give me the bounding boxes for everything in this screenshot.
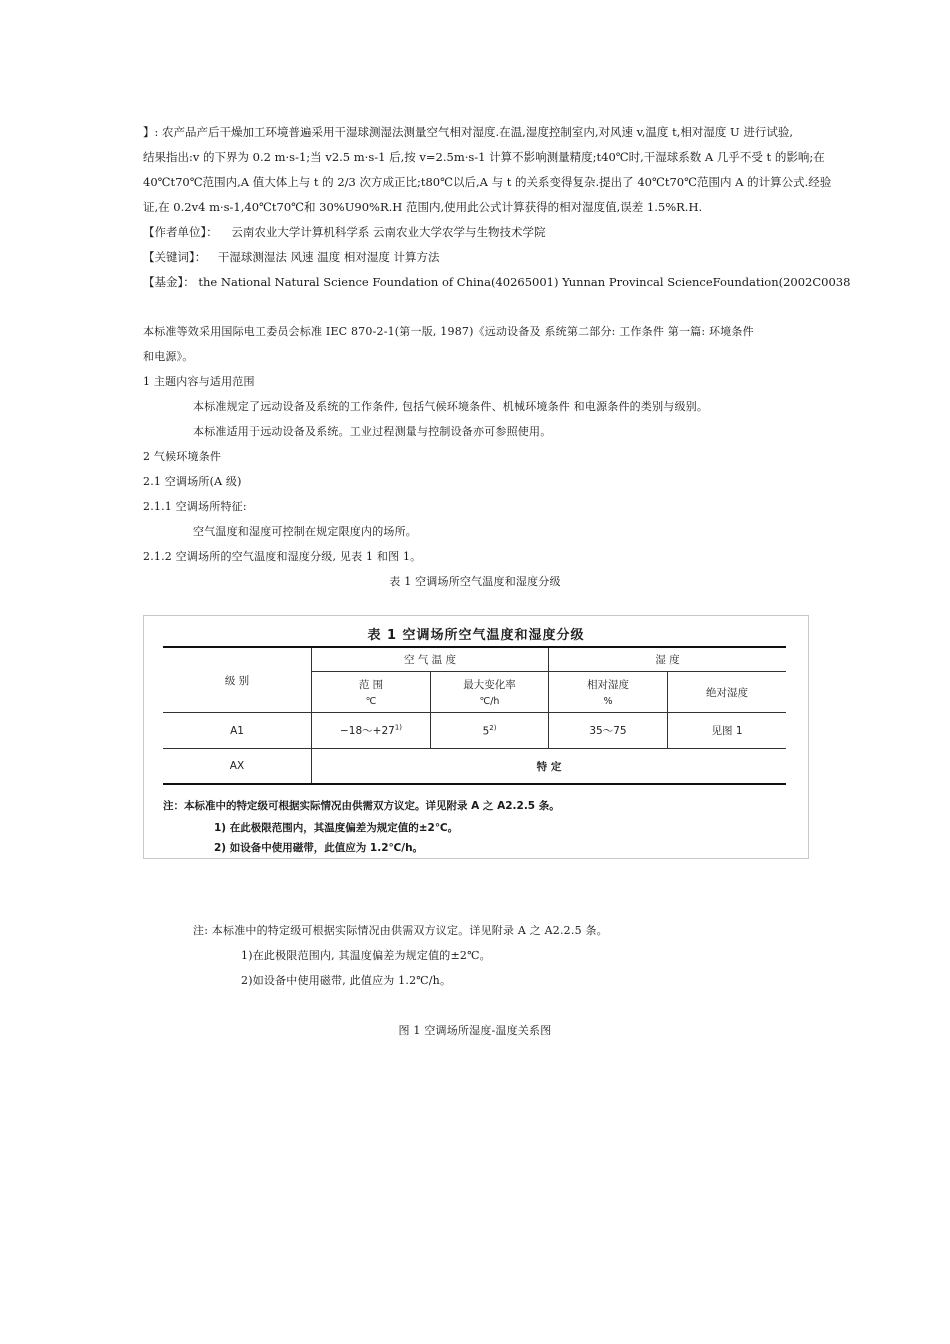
cell-rate-a1: 5$^{2)}$ xyxy=(431,713,549,749)
humidity-temperature-table xyxy=(163,646,786,785)
col-absolute-humidity: 绝对湿度 xyxy=(668,672,787,713)
standard-intro-line-1: 本标准等效采用国际电工委员会标准 IEC 870-2-1(第一版, 1987)《远动设备及 系统第二部分: 工作条件 第一篇: 环境条件 xyxy=(143,325,754,338)
cell-grade-ax: AX xyxy=(163,749,312,785)
section-1-paragraph-1: 本标准规定了远动设备及系统的工作条件, 包括气候环境条件、机械环境条件 和电源条件的类别与级别。 xyxy=(193,400,709,413)
table-image-note-1: 1) 在此极限范围内，其温度偏差为规定值的±2℃。 xyxy=(214,822,459,834)
table-image-title: 表 1 空调场所空气温度和湿度分级 xyxy=(367,628,585,643)
table-image-frame xyxy=(143,615,809,859)
col-relative-humidity: 相对湿度 % xyxy=(549,672,668,713)
abstract-line-3: 40℃t70℃范围内,A 值大体上与 t 的 2/3 次方成正比;t80℃以后,A 与 t 的关系变得复杂.提出了 40℃t70℃范围内 A 的计算公式.经验 xyxy=(143,175,832,189)
header-humidity: 湿 度 xyxy=(549,647,787,672)
section-2-1-heading: 2.1 空调场所(A 级) xyxy=(143,475,242,488)
fund-label: 【基金】： xyxy=(143,275,195,289)
fund-row xyxy=(143,270,850,295)
author-unit-label: 【作者单位】： xyxy=(143,225,218,239)
section-2-1-2-heading: 2.1.2 空调场所的空气温度和湿度分级, 见表 1 和图 1。 xyxy=(143,550,422,563)
table-caption: 表 1 空调场所空气温度和湿度分级 xyxy=(389,575,561,588)
col-range: 范 围 ℃ xyxy=(312,672,431,713)
header-air-temperature: 空 气 温 度 xyxy=(312,647,549,672)
note-main: 注: 本标准中的特定级可根据实际情况由供需双方议定。详见附录 A 之 A2.2.5 条。 xyxy=(193,924,608,937)
abstract-line-1: 】: 农产品产后干燥加工环境普遍采用干湿球测湿法测量空气相对湿度.在温,湿度控制室内,对风速 v,温度 t,相对湿度 U 进行试验, xyxy=(143,125,794,139)
keywords-row xyxy=(143,245,440,270)
abstract-line-2: 结果指出:v 的下界为 0.2 m·s-1;当 v2.5 m·s-1 后,按 v=2.5m·s-1 计算不影响测量精度;t40℃时,干湿球系数 A 几乎不受 t 的影响;在 xyxy=(143,150,825,164)
section-2-1-1-paragraph: 空气温度和湿度可控制在规定限度内的场所。 xyxy=(193,525,417,538)
note-2: 2)如设备中使用磁带, 此值应为 1.2℃/h。 xyxy=(241,974,452,987)
keywords-value: 干湿球测湿法 风速 温度 相对湿度 计算方法 xyxy=(217,250,440,264)
author-unit-row xyxy=(143,220,546,245)
note-1: 1)在此极限范围内, 其温度偏差为规定值的±2℃。 xyxy=(241,949,491,962)
abstract-line-4: 证,在 0.2v4 m·s-1,40℃t70℃和 30%U90%R.H 范围内,使用此公式计算获得的相对湿度值,误差 1.5%R.H. xyxy=(143,200,703,214)
figure-caption: 图 1 空调场所湿度-温度关系图 xyxy=(398,1024,552,1037)
cell-absolute-a1: 见图 1 xyxy=(668,713,787,749)
table-image-note-main: 注：本标准中的特定级可根据实际情况由供需双方议定。详见附录 A 之 A2.2.5 条。 xyxy=(163,800,560,812)
standard-intro-line-2: 和电源》。 xyxy=(143,350,194,363)
col-max-rate: 最大变化率 ℃/h xyxy=(431,672,549,713)
author-unit-value: 云南农业大学计算机科学系 云南农业大学农学与生物技术学院 xyxy=(231,225,546,239)
fund-value: the National Natural Science Foundation of China(40265001) Yunnan Provincal ScienceFoundation(2002C0038 xyxy=(198,275,851,289)
table-image-note-2: 2) 如设备中使用磁带，此值应为 1.2℃/h。 xyxy=(214,842,424,854)
cell-relative-a1: 35～75 xyxy=(549,713,668,749)
header-grade: 级 别 xyxy=(163,647,312,713)
section-1-paragraph-2: 本标准适用于远动设备及系统。工业过程测量与控制设备亦可参照使用。 xyxy=(193,425,552,438)
section-1-heading: 1 主题内容与适用范围 xyxy=(143,375,255,388)
section-2-1-1-heading: 2.1.1 空调场所特征: xyxy=(143,500,247,513)
cell-range-a1: $-18\sim+27^{1)}$ xyxy=(312,713,431,749)
keywords-label: 【关键词】： xyxy=(143,250,207,264)
cell-special-ax: 特 定 xyxy=(312,749,787,785)
section-2-heading: 2 气候环境条件 xyxy=(143,450,222,463)
cell-grade-a1: A1 xyxy=(163,713,312,749)
